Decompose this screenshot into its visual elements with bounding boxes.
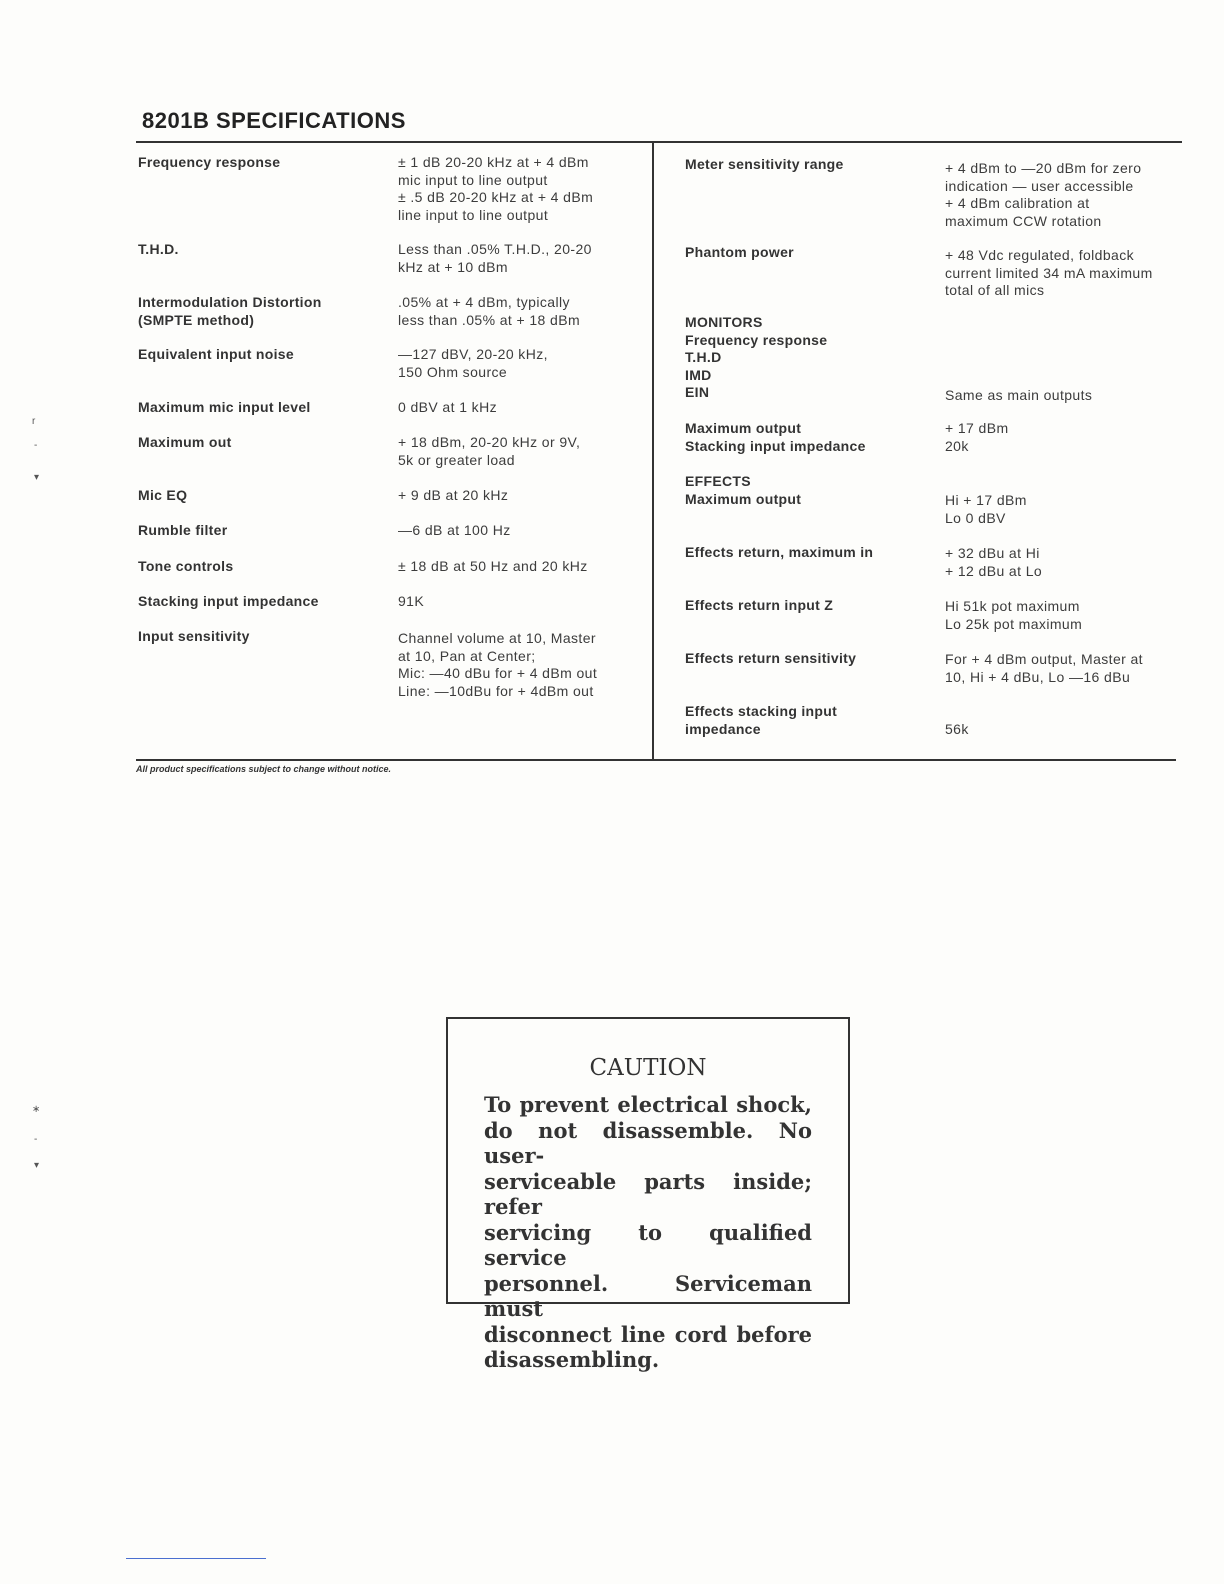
spec-value-line: + 32 dBu at Hi — [945, 545, 1040, 561]
spec-value-line: maximum CCW rotation — [945, 212, 1102, 229]
caution-line: disassembling. — [484, 1347, 660, 1372]
spec-value-line: ± 1 dB 20-20 kHz at + 4 dBm — [398, 154, 589, 170]
spec-label-line: Maximum output — [685, 420, 802, 436]
spec-value-line: 5k or greater load — [398, 451, 515, 468]
spec-label-line: Stacking input impedance — [685, 437, 866, 454]
spec-value — [398, 434, 580, 469]
spec-label-line: Tone controls — [138, 558, 234, 574]
scan-speck: ▾ — [34, 1160, 40, 1171]
scan-speck: - — [34, 1134, 38, 1145]
top-rule — [136, 141, 1182, 143]
spec-label-line: (SMPTE method) — [138, 311, 255, 328]
spec-value-line: + 18 dBm, 20-20 kHz or 9V, — [398, 434, 581, 450]
spec-label-line: Meter sensitivity range — [685, 156, 844, 172]
spec-label — [685, 703, 837, 738]
spec-value-line: —127 dBV, 20-20 kHz, — [398, 346, 548, 362]
spec-value-line: —6 dB at 100 Hz — [398, 522, 511, 538]
spec-value-line: + 4 dBm to —20 dBm for zero — [945, 160, 1142, 176]
spec-value-line: 10, Hi + 4 dBu, Lo —16 dBu — [945, 668, 1131, 685]
spec-label-line: Mic EQ — [138, 487, 188, 503]
spec-label — [138, 241, 179, 259]
spec-value — [398, 294, 580, 329]
spec-label-line: IMD — [685, 366, 712, 383]
scan-speck: r — [32, 416, 36, 427]
caution-box — [446, 1017, 850, 1372]
spec-value-line: mic input to line output — [398, 171, 548, 188]
spec-value — [398, 558, 588, 576]
spec-value — [398, 487, 508, 505]
spec-label-line: Maximum out — [138, 434, 232, 450]
column-divider — [652, 143, 654, 759]
spec-value-line: Hi + 17 dBm — [945, 492, 1027, 508]
caution-line: To prevent electrical shock, — [484, 1092, 812, 1117]
bottom-mark — [126, 1558, 266, 1559]
spec-value-line: + 12 dBu at Lo — [945, 562, 1043, 579]
spec-value-line: + 9 dB at 20 kHz — [398, 487, 509, 503]
spec-label-line: Frequency response — [685, 331, 828, 348]
spec-label-line: impedance — [685, 720, 761, 737]
spec-value-line: indication — user accessible — [945, 177, 1134, 194]
caution-text — [484, 1092, 812, 1373]
spec-label-line: Phantom power — [685, 244, 794, 260]
spec-label — [138, 346, 294, 364]
spec-value — [398, 630, 597, 700]
spec-value — [945, 247, 1153, 300]
spec-label-line: T.H.D — [685, 349, 722, 365]
spec-value — [945, 492, 1027, 527]
spec-label — [685, 650, 856, 668]
spec-label — [138, 593, 319, 611]
caution-line: disconnect line cord before — [484, 1321, 812, 1347]
spec-label-line: Effects return, maximum in — [685, 544, 874, 560]
spec-label — [138, 487, 187, 505]
scan-speck: - — [34, 440, 38, 451]
spec-value-line: + 17 dBm — [945, 420, 1009, 436]
spec-label — [685, 420, 866, 455]
spec-label-line: Intermodulation Distortion — [138, 294, 322, 310]
spec-label — [138, 434, 232, 452]
spec-label — [685, 156, 844, 174]
spec-value-line: ± 18 dB at 50 Hz and 20 kHz — [398, 558, 588, 574]
caution-line: serviceable parts inside; refer — [484, 1168, 812, 1219]
spec-label-line: Effects return input Z — [685, 597, 834, 613]
spec-value-line: total of all mics — [945, 282, 1045, 298]
spec-value-line: at 10, Pan at Center; — [398, 647, 536, 664]
spec-label — [138, 522, 227, 540]
bottom-rule — [136, 759, 1176, 761]
spec-value-line: 56k — [945, 721, 969, 737]
spec-value-line: 20k — [945, 437, 969, 454]
spec-value — [398, 346, 548, 381]
caution-heading: CAUTION — [589, 1055, 707, 1081]
spec-label-line: Frequency response — [138, 154, 281, 170]
spec-label — [138, 399, 311, 417]
spec-value-line: line input to line output — [398, 206, 549, 223]
footnote: All product specifications subject to change without notice. — [136, 764, 392, 774]
spec-label-line: Rumble filter — [138, 522, 228, 538]
spec-label — [138, 154, 280, 172]
spec-label-line: Maximum output — [685, 490, 802, 507]
spec-label-line: Effects return sensitivity — [685, 650, 857, 666]
spec-value-line: Lo 25k pot maximum — [945, 615, 1083, 632]
spec-value — [945, 651, 1143, 686]
spec-label-line: T.H.D. — [138, 241, 179, 257]
spec-value-line: + 48 Vdc regulated, foldback — [945, 247, 1135, 263]
spec-value-line: 150 Ohm source — [398, 363, 508, 380]
spec-value-line: For + 4 dBm output, Master at — [945, 651, 1143, 667]
spec-label — [138, 294, 322, 329]
spec-value-line: ± .5 dB 20-20 kHz at + 4 dBm — [398, 189, 594, 205]
spec-label-line: Equivalent input noise — [138, 346, 294, 362]
spec-value-line: + 4 dBm calibration at — [945, 195, 1090, 211]
caution-line: personnel. Serviceman must — [484, 1270, 812, 1321]
spec-value — [945, 160, 1141, 230]
page-title: 8201B SPECIFICATIONS — [142, 108, 406, 133]
caution-line: do not disassemble. No user- — [484, 1117, 812, 1168]
spec-label — [685, 597, 833, 615]
spec-label-line: EIN — [685, 384, 710, 400]
spec-value-line: 91K — [398, 593, 425, 609]
spec-value-line: Lo 0 dBV — [945, 509, 1006, 526]
spec-value-line: Line: —10dBu for + 4dBm out — [398, 682, 594, 699]
spec-value-line: Hi 51k pot maximum — [945, 598, 1080, 614]
spec-label-line: Stacking input impedance — [138, 593, 319, 609]
spec-value — [945, 598, 1082, 633]
spec-value — [945, 420, 1009, 455]
scan-speck: ∗ — [32, 1104, 41, 1115]
spec-label-line: MONITORS — [685, 314, 763, 330]
spec-value-line: current limited 34 mA maximum — [945, 264, 1153, 281]
spec-label — [685, 244, 794, 262]
scan-speck: ▾ — [34, 472, 40, 483]
spec-label-line: Effects stacking input — [685, 703, 838, 719]
spec-value — [398, 241, 592, 276]
spec-value — [945, 387, 1092, 405]
spec-label-line: Input sensitivity — [138, 628, 250, 644]
spec-label — [685, 314, 827, 402]
caution-line: servicing to qualified service — [484, 1219, 812, 1270]
spec-value-line: Mic: —40 dBu for + 4 dBm out — [398, 665, 598, 681]
spec-value-line: less than .05% at + 18 dBm — [398, 311, 581, 328]
spec-value-line: Less than .05% T.H.D., 20-20 — [398, 241, 592, 257]
spec-value-line: Channel volume at 10, Master — [398, 630, 596, 646]
spec-value — [398, 522, 511, 540]
spec-value-line: 0 dBV at 1 kHz — [398, 399, 497, 415]
spec-label — [138, 558, 233, 576]
spec-label — [685, 473, 801, 508]
spec-value-line: kHz at + 10 dBm — [398, 258, 508, 275]
spec-value — [398, 399, 497, 417]
spec-value-line: Same as main outputs — [945, 387, 1093, 403]
spec-label-line: EFFECTS — [685, 473, 751, 489]
spec-value — [398, 593, 424, 611]
spec-value — [945, 545, 1042, 580]
spec-value — [945, 721, 969, 739]
spec-label — [685, 544, 873, 562]
spec-value — [398, 154, 593, 224]
spec-value-line: .05% at + 4 dBm, typically — [398, 294, 570, 310]
spec-label-line: Maximum mic input level — [138, 399, 311, 415]
spec-label — [138, 628, 250, 646]
